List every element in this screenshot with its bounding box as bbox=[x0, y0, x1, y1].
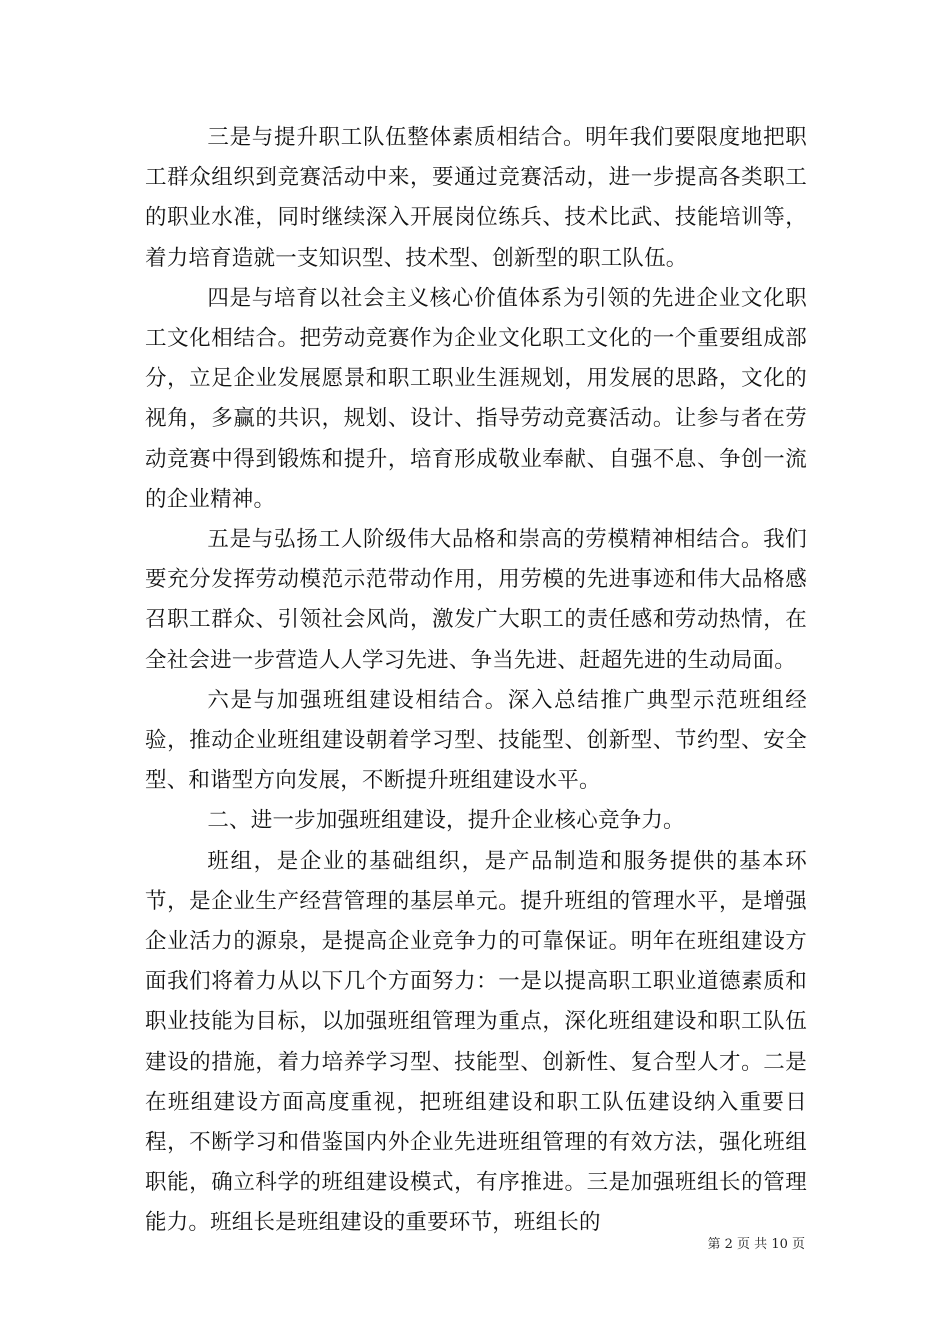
page-number-footer: 第 2 页 共 10 页 bbox=[707, 1237, 805, 1252]
paragraph-team-building: 班组，是企业的基础组织，是产品制造和服务提供的基本环节，是企业生产经营管理的基层单元。提升班组的管理水平，是增强企业活力的源泉，是提高企业竞争力的可靠保证。明年在班组建设方面我们将着力从以下几个方面努力：一是以提高职工职业道德素质和职业技能为目标，以加强班组管理为重点，深化班组建设和职工队伍建设的措施，着力培养学习型、技能型、创新性、复合型人才。二是在班组建设方面高度重视，把班组建设和职工队伍建设纳入重要日程，不断学习和借鉴国内外企业先进班组管理的有效方法，强化班组职能，确立科学的班组建设模式，有序推进。三是加强班组长的管理能力。班组长是班组建设的重要环节，班组长的 bbox=[145, 848, 807, 1236]
paragraph-item-3: 三是与提升职工队伍整体素质相结合。明年我们要限度地把职工群众组织到竞赛活动中来，要通过竞赛活动，进一步提高各类职工的职业水准，同时继续深入开展岗位练兵、技术比武、技能培训等，着力培育造就一支知识型、技术型、创新型的职工队伍。 bbox=[145, 125, 807, 271]
document-body bbox=[145, 118, 807, 1244]
paragraph-item-4: 四是与培育以社会主义核心价值体系为引领的先进企业文化职工文化相结合。把劳动竞赛作为企业文化职工文化的一个重要组成部分，立足企业发展愿景和职工职业生涯规划，用发展的思路，文化的视角，多赢的共识，规划、设计、指导劳动竞赛活动。让参与者在劳动竞赛中得到锻炼和提升，培育形成敬业奉献、自强不息、争创一流的企业精神。 bbox=[145, 285, 807, 512]
section-heading: 二、进一步加强班组建设，提升企业核心竞争力。 bbox=[207, 808, 685, 834]
paragraph-item-5: 五是与弘扬工人阶级伟大品格和崇高的劳模精神相结合。我们要充分发挥劳动模范示范带动作用，用劳模的先进事迹和伟大品格感召职工群众、引领社会风尚，激发广大职工的责任感和劳动热情，在全社会进一步营造人人学习先进、争当先进、赶超先进的生动局面。 bbox=[145, 527, 807, 673]
paragraph-item-6: 六是与加强班组建设相结合。深入总结推广典型示范班组经验，推动企业班组建设朝着学习型、技能型、创新型、节约型、安全型、和谐型方向发展，不断提升班组建设水平。 bbox=[145, 687, 807, 794]
